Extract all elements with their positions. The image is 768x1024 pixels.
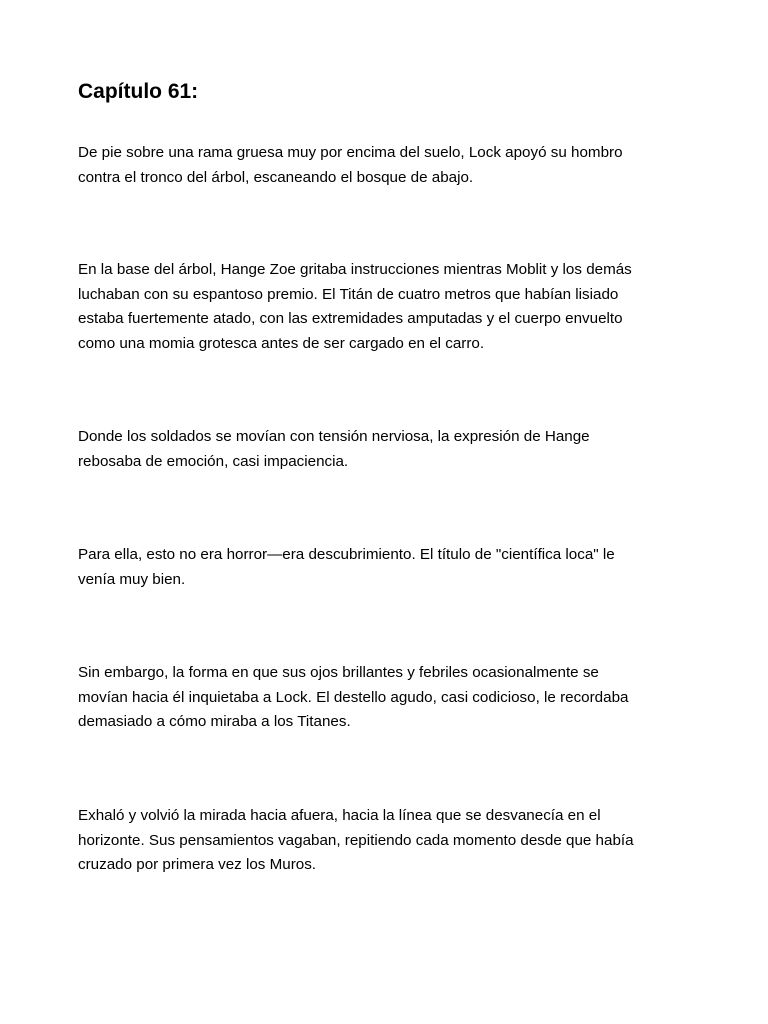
paragraph-6 — [78, 804, 698, 878]
paragraph-line: Donde los soldados se movían con tensión nerviosa, la expresión de Hange — [78, 428, 590, 445]
paragraph-line: De pie sobre una rama gruesa muy por encima del suelo, Lock apoyó su hombro — [78, 144, 623, 161]
paragraph-2 — [78, 258, 698, 356]
paragraph-line: Exhaló y volvió la mirada hacia afuera, hacia la línea que se desvanecía en el — [78, 807, 601, 824]
paragraph-line: como una momia grotesca antes de ser cargado en el carro. — [78, 334, 485, 352]
chapter-title: Capítulo 61: — [78, 80, 199, 103]
paragraph-line: Sin embargo, la forma en que sus ojos brillantes y febriles ocasionalmente se — [78, 664, 599, 681]
paragraph-line: venía muy bien. — [78, 570, 186, 588]
paragraph-1 — [78, 141, 698, 190]
paragraph-3 — [78, 425, 698, 474]
paragraph-line: luchaban con su espantoso premio. El Titán de cuatro metros que habían lisiado — [78, 285, 619, 303]
paragraph-line: estaba fuertemente atado, con las extremidades amputadas y el cuerpo envuelto — [78, 310, 623, 327]
paragraph-line: En la base del árbol, Hange Zoe gritaba instrucciones mientras Moblit y los demás — [78, 261, 632, 278]
paragraph-4 — [78, 543, 698, 592]
paragraph-line: contra el tronco del árbol, escaneando el bosque de abajo. — [78, 168, 474, 186]
paragraph-line: movían hacia él inquietaba a Lock. El destello agudo, casi codicioso, le recordaba — [78, 688, 629, 706]
paragraph-line: Para ella, esto no era horror—era descubrimiento. El título de "científica loca" le — [78, 546, 615, 563]
paragraph-5 — [78, 661, 698, 735]
paragraph-line: horizonte. Sus pensamientos vagaban, repitiendo cada momento desde que había — [78, 831, 634, 849]
paragraph-line: rebosaba de emoción, casi impaciencia. — [78, 452, 349, 470]
paragraph-line: demasiado a cómo miraba a los Titanes. — [78, 713, 351, 730]
paragraph-line: cruzado por primera vez los Muros. — [78, 856, 317, 873]
